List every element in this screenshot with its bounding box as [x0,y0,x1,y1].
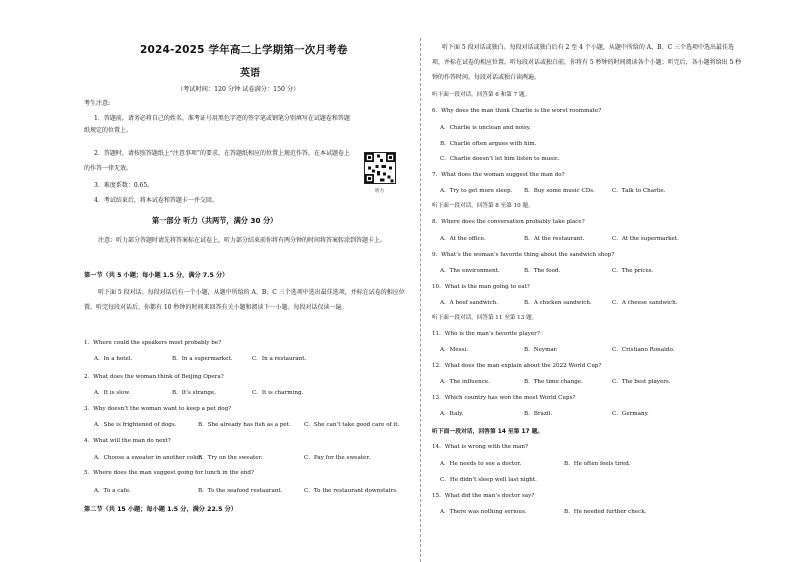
question-11: 11．Who is the man’s favorite player? [432,331,540,337]
question-6: 6．Why does the man think Charlie is the worst roommate? [432,108,602,114]
question-1: 1．Where could the speakers most probably be? [84,340,222,346]
q14-option-b[interactable]: B．He often feels tired. [564,461,631,467]
section1-intro: 听下面 5 段对话。每段对话后有一个小题，从题中所给的 A、B、C 三个选项中选出最佳选项，并标在试卷的相应位置。听完每段对话后，你都有 10 秒钟的时间来回答有关小题和阅读下一小题。每段对话仅读一遍。 [84,289,405,311]
qr-caption: 听力 [375,189,384,194]
column-divider [420,38,421,562]
q15-option-a[interactable]: A．There was nothing serious. [440,509,527,515]
note-4: 4．考试结束后，将本试卷和答题卡一并交回。 [94,197,218,204]
q1-option-a[interactable]: A．In a hotel. [94,356,133,362]
question-2: 2．What does the woman think of Beijing Opera? [84,374,224,380]
question-10: 10．What is the man going to eat? [432,284,530,290]
question-4: 4．What will the man do next? [84,438,171,444]
q9-option-b[interactable]: B．The food. [524,268,561,274]
q5-option-a[interactable]: A．To a cafe. [94,488,131,494]
exam-meta: （考试时间：120 分钟 试卷满分：150 分） [177,86,300,93]
q5-option-b[interactable]: B．To the seafood restaurant. [198,488,283,494]
q11-option-b[interactable]: B．Neymar. [524,347,558,353]
q6-option-a[interactable]: A．Charlie is unclean and noisy. [440,125,531,131]
section2-heading: 第二节（共 15 小题；每小题 1.5 分，满分 22.5 分） [84,506,237,513]
note-2: 2．答题时，请按照答题纸上“注意事项”的要求，在答题纸相应的位置上规范作答，在本试题卷上的作答一律无效。 [84,150,350,172]
q4-option-b[interactable]: B．Try on the sweater. [198,455,263,461]
section1-heading: 第一节（共 5 小题；每小题 1.5 分，满分 7.5 分） [84,272,229,279]
q12-option-a[interactable]: A．The influence. [440,379,490,385]
question-8: 8．Where does the conversation probably take place? [432,219,585,225]
group-11-13-instruction: 听下面一段对话，回答第 11 至第 13 题。 [432,315,538,321]
q1-option-c[interactable]: C．In a restaurant. [252,356,307,362]
q11-option-a[interactable]: A．Messi. [440,347,468,353]
q11-option-c[interactable]: C．Cristiano Ronaldo. [612,347,675,353]
q7-option-a[interactable]: A．Try to get more sleep. [440,188,513,194]
q3-option-c[interactable]: C．She can’t take good care of it. [304,422,400,428]
q2-option-b[interactable]: B．It’s strange. [172,390,216,396]
part1-heading: 第一部分 听力（共两节，满分 30 分） [152,216,278,225]
q8-option-a[interactable]: A．At the office. [440,236,486,242]
q12-option-c[interactable]: C．The best players. [612,379,671,385]
q10-option-c[interactable]: C．A cheese sandwich. [612,300,678,306]
q14-option-a[interactable]: A．He needs to see a doctor. [440,461,522,467]
q14-option-c[interactable]: C．He didn’t sleep well last night. [440,477,537,483]
question-12: 12．What does the man explain about the 2022 World Cup? [432,363,602,369]
q3-option-b[interactable]: B．She already has fish as a pet. [198,422,291,428]
note-3: 3．难度系数：0.65。 [94,182,154,189]
q8-option-c[interactable]: C．At the supermarket. [612,236,679,242]
q15-option-b[interactable]: B．He needed further check. [564,509,647,515]
question-3: 3．Why doesn’t the woman want to keep a pet dog? [84,406,232,412]
q12-option-b[interactable]: B．The time change. [524,379,583,385]
q7-option-b[interactable]: B．Buy some music CDs. [524,188,595,194]
notes-heading: 考生注意: [84,100,111,107]
q10-option-b[interactable]: B．A chicken sandwich. [524,300,592,306]
q8-option-b[interactable]: B．At the restaurant. [524,236,585,242]
q1-option-b[interactable]: B．In a supermarket. [172,356,233,362]
group-8-10-instruction: 听下面一段对话，回答第 8 至第 10 题。 [432,203,534,209]
question-13: 13．Which country has won the most World Cups? [432,395,576,401]
group-14-17-instruction: 听下面一段对话，回答第 14 至第 17 题。 [432,429,544,435]
q4-option-c[interactable]: C．Pay for the sweater. [304,455,371,461]
right-column [428,0,746,562]
group-6-7-instruction: 听下面一段对话，回答第 6 和第 7 题。 [432,92,531,98]
question-15: 15．What did the man’s doctor say? [432,493,535,499]
q13-option-c[interactable]: C．Germany. [612,411,649,417]
q2-option-a[interactable]: A．It is slow. [94,390,131,396]
part1-intro: 注意：听力部分答题时请先将答案标在试卷上，听力部分结束前你将有两分钟的时间将答案转涂到答题卡上。 [98,237,387,244]
question-5: 5．Where does the man suggest going for lunch in the end? [84,470,254,476]
q5-option-c[interactable]: C．To the restaurant downstairs. [304,488,398,494]
question-7: 7．What does the woman suggest the man do? [432,172,565,178]
q9-option-a[interactable]: A．The environment. [440,268,500,274]
note-1: 1．答题前，请务必将自己的姓名、准考证号用黑色字迹的签字笔或钢笔分别填写在试题卷和答题纸规定的位置上。 [84,115,350,134]
qr-code-graphic [365,153,395,183]
q7-option-c[interactable]: C．Talk to Charlie. [612,188,666,194]
q13-option-a[interactable]: A．Italy. [440,411,464,417]
section2-intro: 听下面 5 段对话或独白。每段对话或独白后有 2 至 4 个小题，从题中所给的 A、B、C 三个选项中选出最佳选项，并标在试卷的相应位置。听每段对话或独白前，你将有 5 秒钟的时间阅读各个小题；听完后，各小题将给出 5 秒钟的作答时间。每段对话或独白读两遍。 [432,44,742,81]
q13-option-b[interactable]: B．Brazil. [524,411,553,417]
question-14: 14．What is wrong with the man? [432,444,529,450]
q6-option-b[interactable]: B．Charlie often argues with him. [440,141,537,147]
q10-option-a[interactable]: A．A beef sandwich. [440,300,498,306]
q9-option-c[interactable]: C．The prices. [612,268,654,274]
q3-option-a[interactable]: A．She is frightened of dogs. [94,422,177,428]
left-column [80,0,416,562]
q6-option-c[interactable]: C．Charlie doesn’t let him listen to music. [440,156,560,162]
exam-title: 2024-2025 学年高二上学期第一次月考卷 [140,44,348,56]
q4-option-a[interactable]: A．Choose a sweater in another color. [94,455,203,461]
qr-code [364,152,396,184]
subject-title: 英语 [240,68,260,79]
question-9: 9．What’s the woman’s favorite thing about the sandwich shop? [432,252,615,258]
q2-option-c[interactable]: C．It is charming. [252,390,304,396]
